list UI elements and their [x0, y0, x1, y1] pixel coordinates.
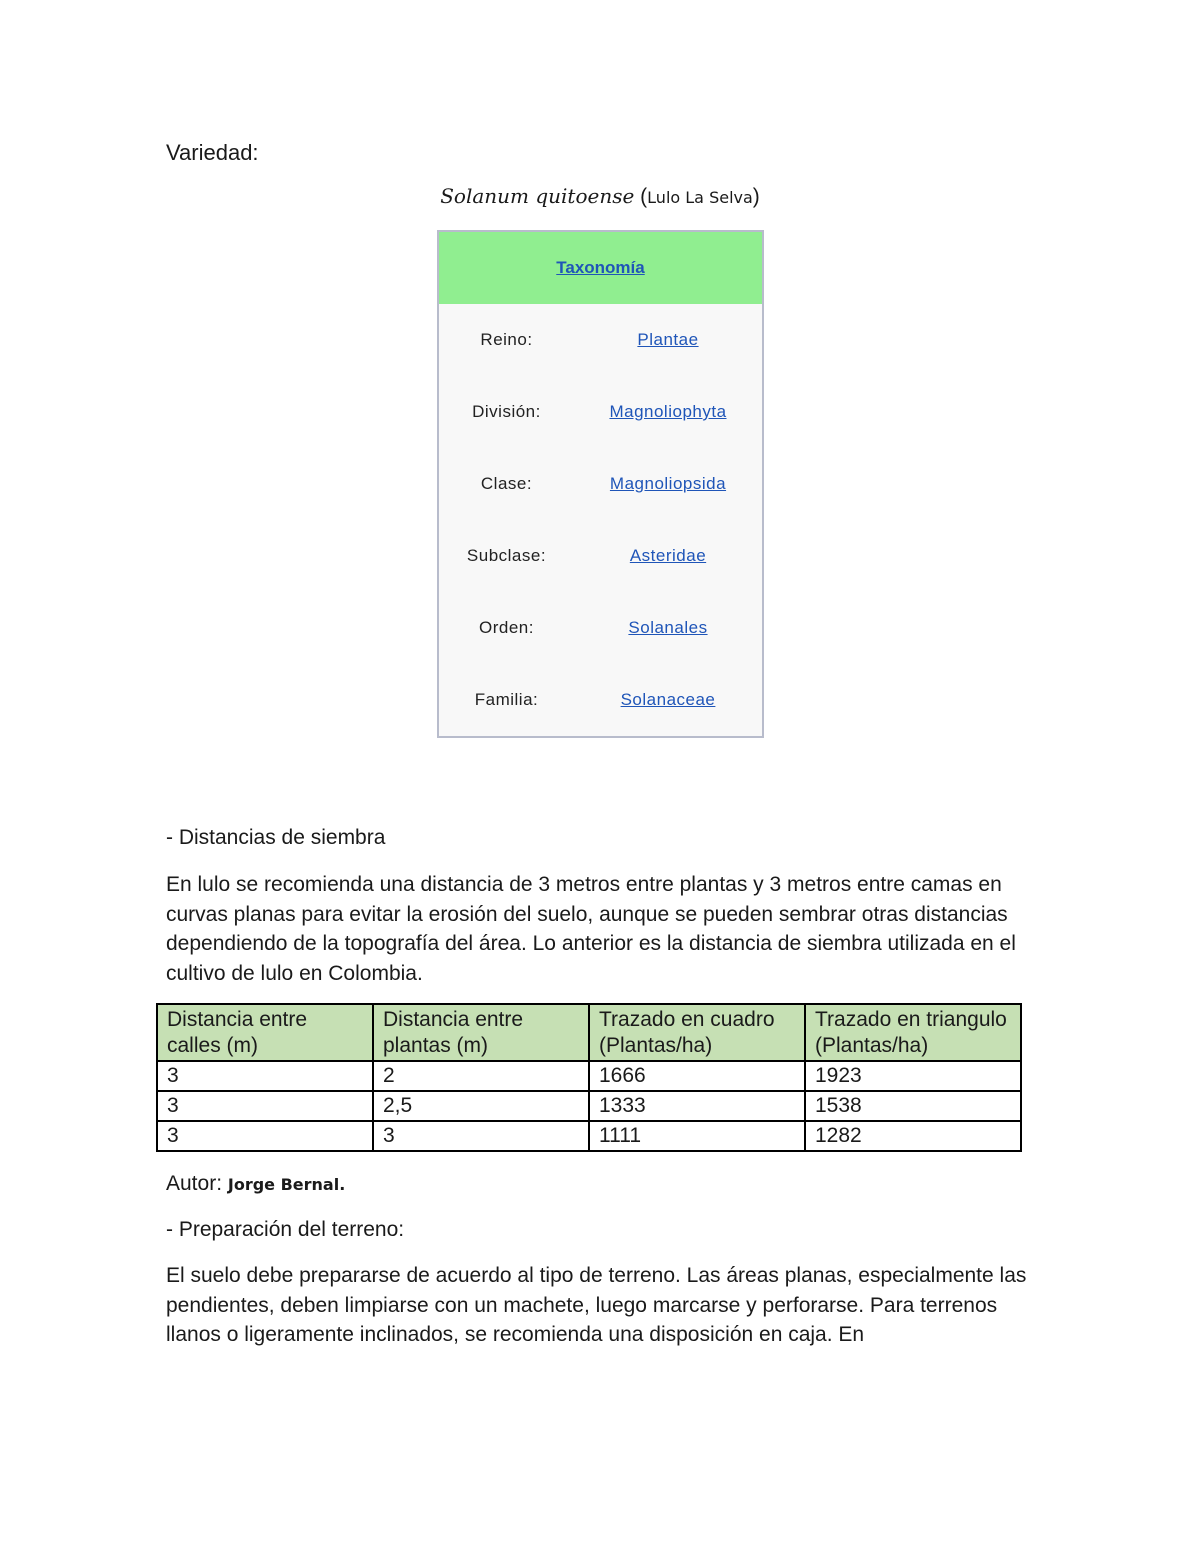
variedad-label: Variedad: [166, 140, 259, 165]
taxonomy-box [437, 230, 764, 738]
common-name-close: ) [752, 185, 760, 208]
table-cell: 2,5 [373, 1091, 589, 1121]
taxonomy-row-orden [439, 592, 762, 664]
taxonomy-key: Orden: [479, 618, 534, 637]
common-name-open: ( [640, 185, 648, 208]
author-name: Jorge Bernal. [227, 1175, 346, 1194]
author-label: Autor: [166, 1172, 223, 1195]
species-title [0, 184, 1200, 209]
taxonomy-value-link[interactable]: Magnoliopsida [609, 474, 727, 493]
taxonomy-value-link[interactable]: Asteridae [629, 546, 707, 565]
table-header-cell: Distancia entre plantas (m) [373, 1004, 589, 1061]
taxonomy-row-reino [439, 304, 762, 376]
table-header-cell: Trazado en cuadro (Plantas/ha) [589, 1004, 805, 1061]
table-cell: 3 [157, 1121, 373, 1151]
common-name: Lulo La Selva [647, 188, 753, 207]
taxonomy-value-link[interactable]: Solanales [628, 618, 708, 637]
taxonomy-key: Clase: [480, 474, 533, 493]
table-cell: 1923 [805, 1061, 1021, 1091]
taxonomy-key: Reino: [480, 330, 533, 349]
table-cell: 1111 [589, 1121, 805, 1151]
table-cell: 3 [373, 1121, 589, 1151]
table-row [157, 1091, 1021, 1121]
table-cell: 3 [157, 1061, 373, 1091]
table-header-row [157, 1004, 1021, 1061]
table-row [157, 1061, 1021, 1091]
taxonomy-row-familia [439, 664, 762, 736]
taxonomy-header [439, 232, 762, 304]
table-row [157, 1121, 1021, 1151]
taxonomy-key: División: [472, 402, 541, 421]
table-cell: 3 [157, 1091, 373, 1121]
table-cell: 1282 [805, 1121, 1021, 1151]
table-cell: 1333 [589, 1091, 805, 1121]
author-line [166, 1172, 345, 1196]
table-header-cell: Trazado en triangulo (Plantas/ha) [805, 1004, 1021, 1061]
section-heading-preparacion: - Preparación del terreno: [166, 1218, 405, 1241]
taxonomy-title-link[interactable]: Taxonomía [556, 258, 645, 277]
taxonomy-key: Familia: [474, 690, 539, 709]
table-cell: 2 [373, 1061, 589, 1091]
taxonomy-row-clase [439, 448, 762, 520]
table-cell: 1666 [589, 1061, 805, 1091]
taxonomy-key: Subclase: [466, 546, 547, 565]
table-cell: 1538 [805, 1091, 1021, 1121]
paragraph-distancias: En lulo se recomienda una distancia de 3 metros entre plantas y 3 metros entre camas en curvas planas para evitar la erosión del suelo, aunque se pueden sembrar otras distancias dependiendo de la topografía del área. Lo anterior es la distancia de siembra utilizada en el cultivo de lulo en Colombia. [166, 873, 1016, 985]
taxonomy-row-division [439, 376, 762, 448]
taxonomy-value-link[interactable]: Magnoliophyta [609, 402, 727, 421]
taxonomy-value-link[interactable]: Plantae [637, 330, 699, 349]
section-heading-distancias: - Distancias de siembra [166, 826, 386, 849]
table-header-cell: Distancia entre calles (m) [157, 1004, 373, 1061]
scientific-name: Solanum quitoense [440, 184, 635, 208]
paragraph-preparacion: El suelo debe prepararse de acuerdo al tipo de terreno. Las áreas planas, especialmente las pendientes, deben limpiarse con un machete, luego marcarse y perforarse. Para terrenos llanos o ligeramente inclinados, se recomienda una disposición en caja. En [166, 1264, 1027, 1346]
taxonomy-row-subclase [439, 520, 762, 592]
planting-distance-table [156, 1003, 1022, 1152]
taxonomy-value-link[interactable]: Solanaceae [620, 690, 716, 709]
